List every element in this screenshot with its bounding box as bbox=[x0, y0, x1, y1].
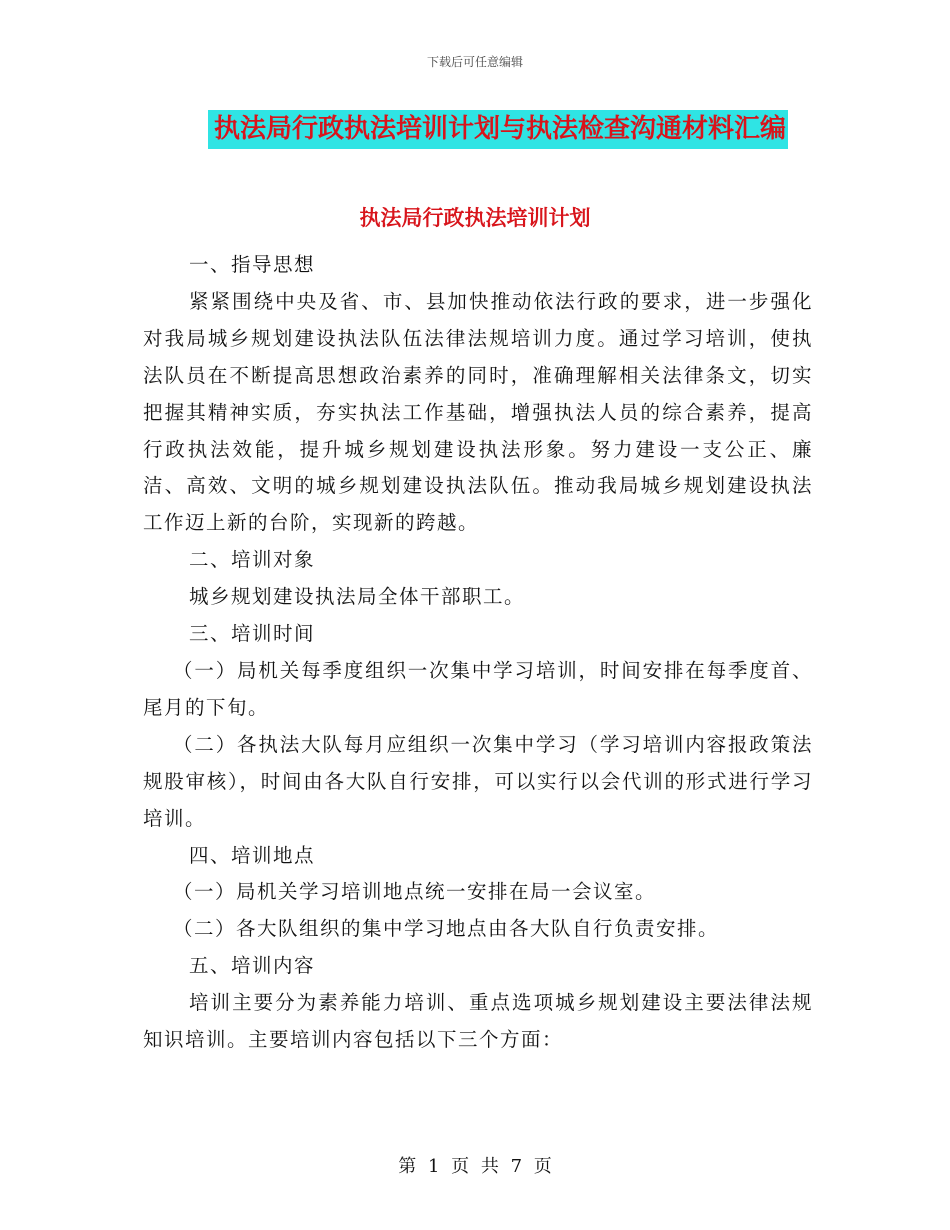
paragraph-guiding-ideology: 紧紧围绕中央及省、市、县加快推动依法行政的要求，进一步强化对我局城乡规划建设执法队伍法律法规培训力度。通过学习培训，使执法队员在不断提高思想政治素养的同时，准确理解相关法律条文，切实把握其精神实质，夯实执法工作基础，增强执法人员的综合素养，提高行政执法效能，提升城乡规划建设执法形象。努力建设一支公正、廉洁、高效、文明的城乡规划建设执法队伍。推动我局城乡规划建设执法工作迈上新的台阶，实现新的跨越。 bbox=[143, 289, 813, 535]
paragraph-training-time-1: （一）局机关每季度组织一次集中学习培训，时间安排在每季度首、尾月的下旬。 bbox=[143, 658, 813, 719]
heading-guiding-ideology: 一、指导思想 bbox=[189, 253, 316, 276]
header-note: 下载后可任意编辑 bbox=[426, 55, 523, 69]
document-title: 执法局行政执法培训计划与执法检查沟通材料汇编 bbox=[208, 110, 788, 149]
paragraph-training-time-2: （二）各执法大队每月应组织一次集中学习（学习培训内容报政策法规股审核），时间由各大队自行安排，可以实行以会代训的形式进行学习培训。 bbox=[143, 732, 813, 830]
paragraph-training-location-1: （一）局机关学习培训地点统一安排在局一会议室。 bbox=[173, 880, 657, 904]
heading-training-time: 三、培训时间 bbox=[189, 622, 316, 646]
document-title-container bbox=[0, 110, 950, 149]
page-footer: 第 1 页 共 7 页 bbox=[398, 1156, 552, 1177]
section-title: 执法局行政执法培训计划 bbox=[359, 205, 591, 230]
heading-training-location: 四、培训地点 bbox=[189, 843, 316, 867]
heading-training-targets: 二、培训对象 bbox=[189, 548, 316, 572]
paragraph-training-location-2: （二）各大队组织的集中学习地点由各大队自行负责安排。 bbox=[173, 917, 720, 941]
paragraph-training-content: 培训主要分为素养能力培训、重点选项城乡规划建设主要法律法规知识培训。主要培训内容包括以下三个方面： bbox=[143, 991, 813, 1052]
document-body bbox=[143, 247, 813, 1059]
paragraph-training-targets: 城乡规划建设执法局全体干部职工。 bbox=[189, 585, 526, 609]
heading-training-content: 五、培训内容 bbox=[189, 954, 316, 978]
